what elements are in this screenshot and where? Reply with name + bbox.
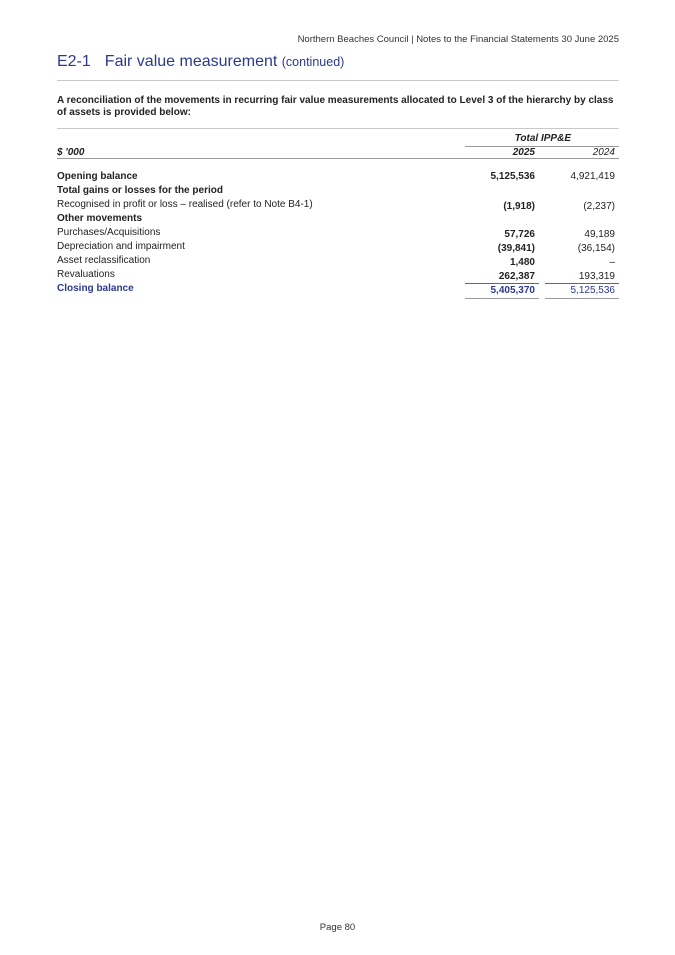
value-2024: (2,237) (583, 201, 615, 212)
continued-label: (continued) (281, 55, 345, 69)
table-row-depreciation (57, 241, 619, 255)
value-2024: 193,319 (578, 271, 615, 282)
section-title (57, 53, 344, 71)
group-header-total-ippe: Total IPP&E (514, 133, 571, 144)
value-2024: 5,125,536 (570, 285, 615, 296)
value-2025: 1,480 (509, 257, 535, 268)
row-label: Recognised in profit or loss – realised (refer to Note B4-1) (57, 199, 313, 210)
value-2025: 5,405,370 (490, 285, 535, 296)
table-row-opening-balance (57, 171, 619, 185)
value-2025: 262,387 (498, 271, 535, 282)
table-row-gains-losses-heading (57, 185, 619, 199)
value-2024: (36,154) (577, 243, 615, 254)
value-2025: 5,125,536 (490, 171, 535, 182)
section-number: E2-1 (57, 53, 91, 70)
page-number: Page 80 (319, 922, 356, 933)
section-heading: Fair value measurement (104, 53, 278, 70)
row-label: Asset reclassification (57, 255, 151, 266)
value-2025: 57,726 (504, 229, 535, 240)
header-bottom-rule (57, 158, 619, 159)
title-divider (57, 80, 619, 81)
table-row-other-movements-heading (57, 213, 619, 227)
table-row-closing-balance (57, 283, 619, 297)
unit-label: $ '000 (57, 147, 85, 158)
value-2024: – (609, 257, 615, 268)
table-row-purchases (57, 227, 619, 241)
row-label: Depreciation and impairment (57, 241, 185, 252)
value-2025: (39,841) (497, 243, 535, 254)
row-label: Revaluations (57, 269, 115, 280)
running-header: Northern Beaches Council | Notes to the Financial Statements 30 June 2025 (297, 34, 619, 45)
total-underline-2025 (465, 298, 539, 299)
row-label: Purchases/Acquisitions (57, 227, 161, 238)
table-row-revaluations (57, 269, 619, 283)
value-2025: (1,918) (503, 201, 535, 212)
row-label: Closing balance (57, 283, 134, 294)
value-2024: 49,189 (584, 229, 615, 240)
column-header-2025: 2025 (512, 147, 535, 158)
column-header-2024: 2024 (592, 147, 615, 158)
row-label: Other movements (57, 213, 143, 224)
row-label: Opening balance (57, 171, 138, 182)
table-row-asset-reclassification (57, 255, 619, 269)
value-2024: 4,921,419 (570, 171, 615, 182)
total-underline-2024 (545, 298, 619, 299)
intro-paragraph: A reconciliation of the movements in recurring fair value measurements allocated to Level 3 of the hierarchy by class of assets is provided below: (57, 95, 614, 118)
table-row-recognised-profit-loss (57, 199, 619, 213)
row-label: Total gains or losses for the period (57, 185, 223, 196)
table-top-divider (57, 128, 619, 129)
